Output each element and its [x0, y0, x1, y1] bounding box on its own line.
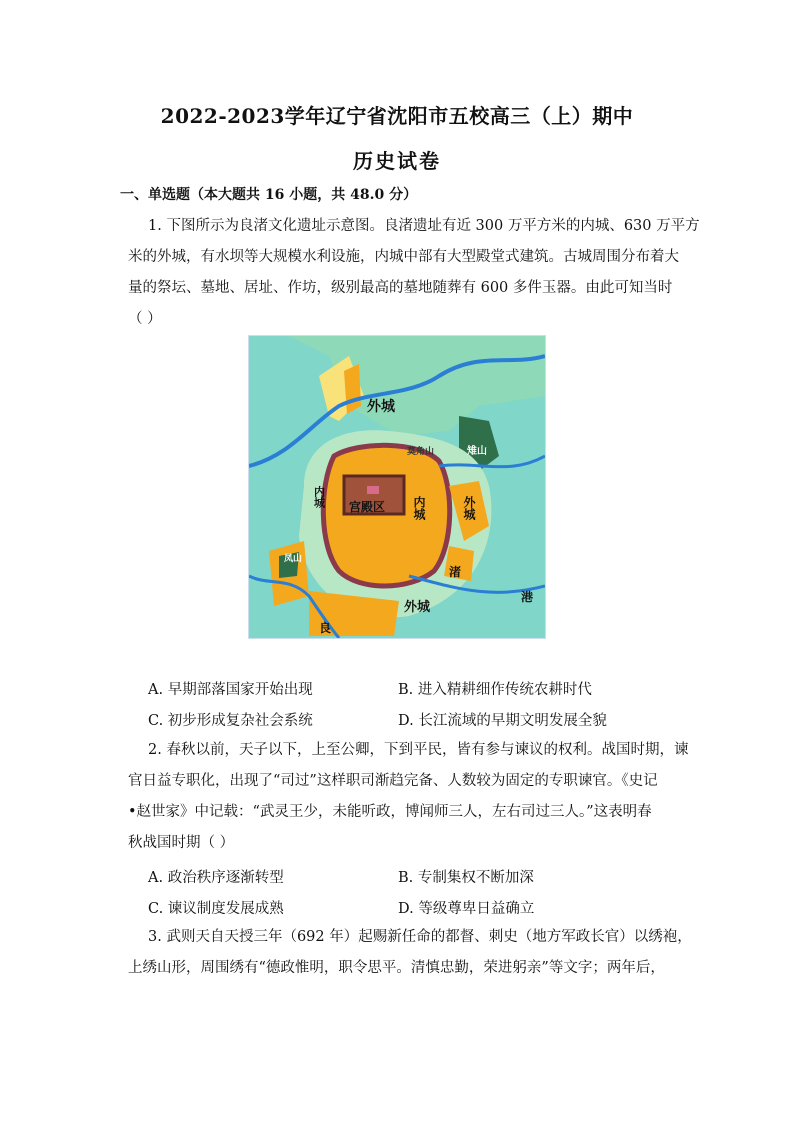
q2-option-d[interactable]: D. 等级尊卑日益确立: [398, 901, 535, 917]
exam-title-line1: 2022-2023学年辽宁省沈阳市五校高三（上）期中: [160, 104, 634, 128]
section-heading: 一、单选题（本大题共 16 小题，共 48.0 分）: [120, 187, 418, 203]
question-1-line-2: 米的外城，有水坝等大规模水利设施，内城中部有大型殿堂式建筑。古城周围分布着大: [128, 249, 679, 265]
map-label-hill-ne: 雉山: [467, 446, 487, 457]
question-1-text: [128, 211, 700, 335]
map-inner-city: [323, 445, 449, 586]
map-label-outer-east: 外城: [462, 496, 476, 520]
map-label-inner-east: 内城: [412, 496, 426, 520]
map-label-hill-west: 凤山: [284, 554, 303, 564]
q2-option-a[interactable]: A. 政治秩序逐渐转型: [148, 870, 284, 886]
question-2-text: [128, 735, 689, 859]
q1-option-b[interactable]: B. 进入精耕细作传统农耕时代: [398, 682, 592, 698]
map-label-outer-north: 外城: [367, 399, 395, 415]
map-orange-north: [344, 364, 361, 414]
question-2-line-4: 秋战国时期（ ）: [128, 835, 235, 851]
question-1-line-3: 量的祭坛、墓地、居址、作坊，级别最高的墓地随葬有 600 多件玉器。由此可知当时: [128, 280, 673, 296]
q1-option-a[interactable]: A. 早期部落国家开始出现: [148, 682, 313, 698]
map-label-hill-n: 莫角山: [407, 447, 435, 457]
map-label-liang: 良: [319, 621, 332, 635]
question-3-text: [128, 922, 692, 984]
map-label-gang: 港: [521, 590, 534, 604]
map-label-inner-west: 内城: [312, 486, 326, 508]
map-label-outer-south: 外城: [404, 600, 431, 615]
question-2-line-3: •赵世家》中记载：“武灵王少，未能听政，博闻师三人，左右司过三人。”这表明春: [128, 804, 652, 820]
question-2-line-2: 官日益专职化，出现了“司过”这样职司渐趋完备、人数较为固定的专职谏官。《史记: [128, 773, 658, 789]
map-label-zhu: 渚: [449, 565, 462, 579]
question-1-line-1: 1. 下图所示为良渚文化遗址示意图。良渚遗址有近 300 万平方米的内城、630 万平方: [148, 218, 700, 234]
question-3-line-1: 3. 武则天自天授三年（692 年）起赐新任命的都督、刺史（地方军政长官）以绣袍，: [148, 929, 692, 945]
question-3-line-2: 上绣山形，周围绣有“德政惟明，职令思平。清慎忠勤，荣进躬亲”等文字；两年后，: [128, 960, 665, 976]
liangzhu-site-map: [248, 335, 546, 639]
q2-option-b[interactable]: B. 专制集权不断加深: [398, 870, 534, 886]
question-2-line-1: 2. 春秋以前，天子以下，上至公卿，下到平民，皆有参与谏议的权利。战国时期，谏: [148, 742, 689, 758]
q1-option-c[interactable]: C. 初步形成复杂社会系统: [148, 713, 313, 729]
q1-option-d[interactable]: D. 长江流域的早期文明发展全貌: [398, 713, 607, 729]
exam-title-line2: 历史试卷: [353, 149, 441, 173]
map-label-palace: 宫殿区: [349, 500, 386, 514]
map-palace-core: [367, 486, 379, 494]
q2-option-c[interactable]: C. 谏议制度发展成熟: [148, 901, 284, 917]
question-1-line-4: （ ）: [128, 311, 162, 327]
